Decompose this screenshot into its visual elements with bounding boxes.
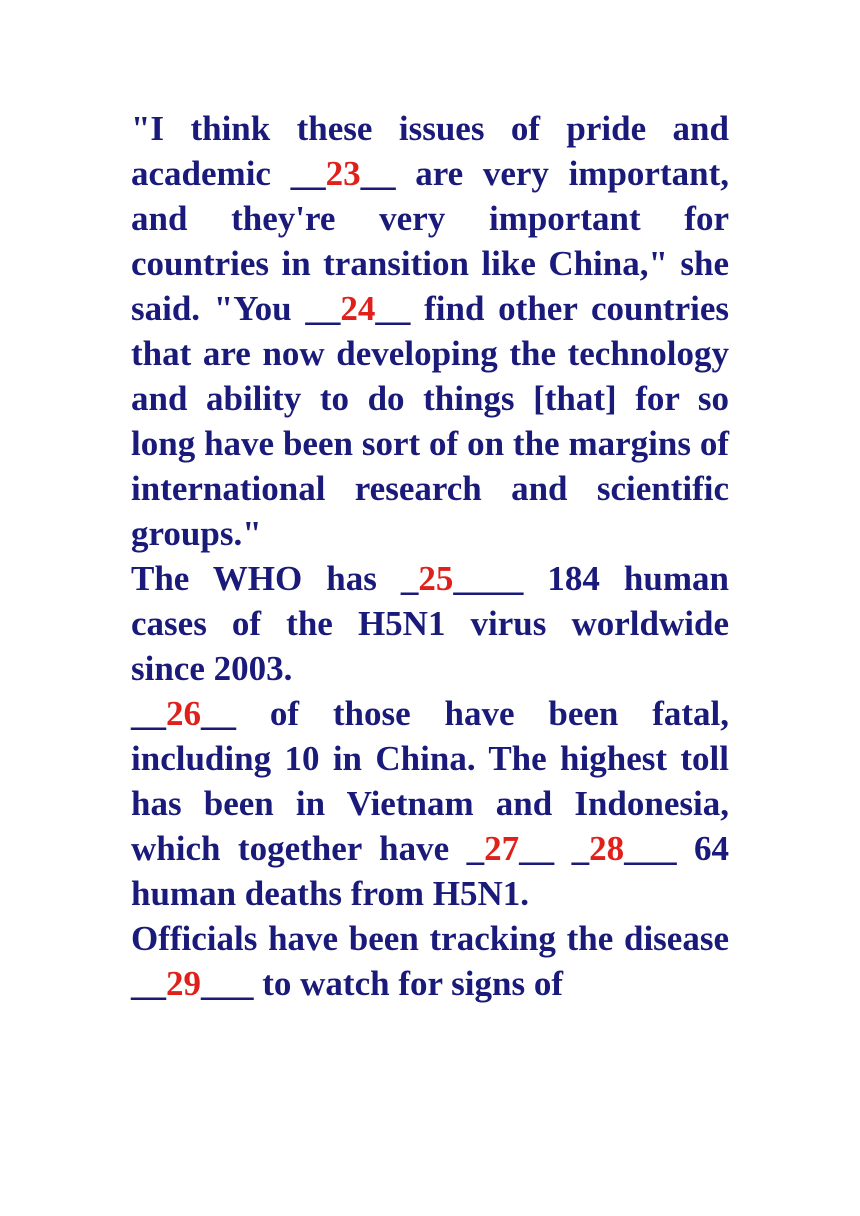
text-run: are very important, and they're very important for countries in transition like China," she said. "You (131, 154, 729, 328)
blank-underline: _ (571, 829, 590, 868)
blank-underline: __ (305, 289, 341, 328)
blank-underline: __ (131, 964, 166, 1003)
paragraph-4 (131, 916, 729, 1006)
blank-underline: __ (360, 154, 396, 193)
text-run: 184 human cases of the H5N1 virus worldwide since 2003. (131, 559, 729, 688)
blank-29[interactable] (131, 964, 254, 1003)
paragraph-2 (131, 556, 729, 691)
blank-25[interactable] (401, 559, 524, 598)
blank-number: 27 (484, 829, 520, 868)
blank-underline: _ (400, 559, 419, 598)
blank-number: 28 (589, 829, 625, 868)
blank-underline: __ (519, 829, 555, 868)
blank-number: 24 (340, 289, 376, 328)
blank-underline: _ (466, 829, 485, 868)
text-run (554, 829, 571, 868)
blank-underline: ____ (453, 559, 524, 598)
text-run: find other countries that are now developing the technology and ability to do things [that] for so long have been sort of on the margins of international research and scientific groups." (131, 289, 730, 553)
text-run: "I think these issues of pride and academic (131, 109, 729, 193)
blank-underline: ___ (624, 829, 677, 868)
blank-underline: __ (201, 694, 236, 733)
document-body (131, 106, 729, 1006)
blank-number: 29 (166, 964, 201, 1003)
blank-number: 26 (166, 694, 201, 733)
blank-23[interactable] (291, 154, 396, 193)
paragraph-1 (131, 106, 729, 556)
paragraph-3 (131, 691, 729, 916)
text-run: Officials have been tracking the disease (131, 919, 729, 958)
blank-underline: ___ (201, 964, 254, 1003)
blank-number: 25 (418, 559, 454, 598)
blank-underline: __ (131, 694, 166, 733)
blank-underline: __ (375, 289, 411, 328)
blank-underline: __ (290, 154, 326, 193)
text-run: of those have been fatal, including 10 in China. The highest toll has been in Vietnam and Indonesia, which together have (131, 694, 729, 868)
text-run: The WHO has (131, 559, 401, 598)
blank-27[interactable] (467, 829, 555, 868)
blank-28[interactable] (572, 829, 677, 868)
text-run: to watch for signs of (253, 964, 563, 1003)
blank-26[interactable] (131, 694, 236, 733)
text-run: 64 human deaths from H5N1. (131, 829, 730, 913)
blank-number: 23 (325, 154, 361, 193)
blank-24[interactable] (305, 289, 410, 328)
